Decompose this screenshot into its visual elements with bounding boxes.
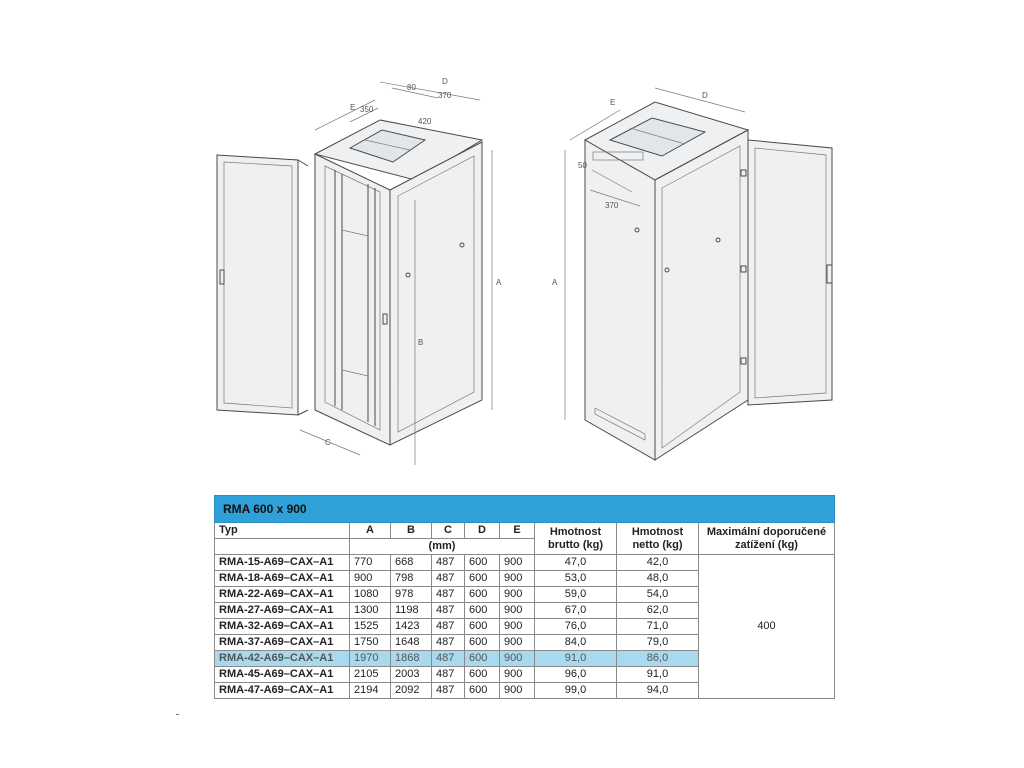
cell-d: 600 bbox=[465, 651, 500, 667]
right-dim-370: 370 bbox=[605, 201, 619, 210]
cell-netto: 94,0 bbox=[617, 683, 699, 699]
cell-c: 487 bbox=[432, 651, 465, 667]
header-c: C bbox=[432, 523, 465, 539]
cell-a: 2105 bbox=[350, 667, 391, 683]
cell-netto: 86,0 bbox=[617, 651, 699, 667]
cell-d: 600 bbox=[465, 587, 500, 603]
cell-c: 487 bbox=[432, 667, 465, 683]
cell-typ: RMA-45-A69–CAX–A1 bbox=[215, 667, 350, 683]
cell-a: 900 bbox=[350, 571, 391, 587]
cell-d: 600 bbox=[465, 555, 500, 571]
table-row bbox=[215, 555, 835, 571]
header-unit-mm: (mm) bbox=[350, 539, 535, 555]
header-a: A bbox=[350, 523, 391, 539]
cell-brutto: 47,0 bbox=[535, 555, 617, 571]
header-brutto bbox=[535, 523, 617, 555]
stray-mark bbox=[176, 714, 179, 715]
cell-typ: RMA-37-A69–CAX–A1 bbox=[215, 635, 350, 651]
cell-a: 1300 bbox=[350, 603, 391, 619]
cell-c: 487 bbox=[432, 587, 465, 603]
left-dim-370: 370 bbox=[438, 91, 452, 100]
cell-brutto: 76,0 bbox=[535, 619, 617, 635]
left-dim-B: B bbox=[418, 338, 424, 347]
cell-a: 770 bbox=[350, 555, 391, 571]
cell-b: 978 bbox=[391, 587, 432, 603]
cell-a: 2194 bbox=[350, 683, 391, 699]
cell-d: 600 bbox=[465, 683, 500, 699]
cell-c: 487 bbox=[432, 635, 465, 651]
cell-brutto: 99,0 bbox=[535, 683, 617, 699]
cell-b: 2092 bbox=[391, 683, 432, 699]
cell-d: 600 bbox=[465, 571, 500, 587]
cell-netto: 48,0 bbox=[617, 571, 699, 587]
cell-e: 900 bbox=[500, 619, 535, 635]
cell-typ: RMA-15-A69–CAX–A1 bbox=[215, 555, 350, 571]
table-body bbox=[215, 555, 835, 699]
left-dim-A: A bbox=[496, 278, 502, 287]
cell-brutto: 53,0 bbox=[535, 571, 617, 587]
left-cabinet-drawing bbox=[217, 77, 502, 465]
left-dim-C: C bbox=[325, 438, 331, 447]
table-title: RMA 600 x 900 bbox=[215, 496, 835, 523]
cell-typ: RMA-27-A69–CAX–A1 bbox=[215, 603, 350, 619]
cell-typ: RMA-18-A69–CAX–A1 bbox=[215, 571, 350, 587]
cell-brutto: 84,0 bbox=[535, 635, 617, 651]
left-dim-420: 420 bbox=[418, 117, 432, 126]
cell-d: 600 bbox=[465, 635, 500, 651]
cell-d: 600 bbox=[465, 603, 500, 619]
cell-max-load: 400 bbox=[699, 555, 835, 699]
cell-typ: RMA-22-A69–CAX–A1 bbox=[215, 587, 350, 603]
cell-brutto: 96,0 bbox=[535, 667, 617, 683]
cell-a: 1080 bbox=[350, 587, 391, 603]
cell-a: 1750 bbox=[350, 635, 391, 651]
header-typ-blank bbox=[215, 539, 350, 555]
header-load-line2: zatížení (kg) bbox=[735, 538, 798, 551]
header-netto bbox=[617, 523, 699, 555]
header-netto-line1: Hmotnost bbox=[631, 525, 684, 538]
cell-typ: RMA-42-A69–CAX–A1 bbox=[215, 651, 350, 667]
left-dim-E: E bbox=[350, 103, 356, 112]
cell-a: 1970 bbox=[350, 651, 391, 667]
cell-typ: RMA-32-A69–CAX–A1 bbox=[215, 619, 350, 635]
cell-e: 900 bbox=[500, 683, 535, 699]
cabinet-technical-drawing bbox=[200, 70, 860, 470]
left-dim-350: 350 bbox=[360, 105, 374, 114]
right-cabinet-drawing bbox=[552, 88, 832, 460]
cell-netto: 42,0 bbox=[617, 555, 699, 571]
cell-d: 600 bbox=[465, 619, 500, 635]
cell-netto: 54,0 bbox=[617, 587, 699, 603]
cell-e: 900 bbox=[500, 667, 535, 683]
cell-netto: 91,0 bbox=[617, 667, 699, 683]
cell-netto: 79,0 bbox=[617, 635, 699, 651]
header-max-load bbox=[699, 523, 835, 555]
cell-a: 1525 bbox=[350, 619, 391, 635]
cell-e: 900 bbox=[500, 555, 535, 571]
header-brutto-line2: brutto (kg) bbox=[548, 538, 603, 551]
cell-e: 900 bbox=[500, 635, 535, 651]
header-e: E bbox=[500, 523, 535, 539]
cell-typ: RMA-47-A69–CAX–A1 bbox=[215, 683, 350, 699]
cell-c: 487 bbox=[432, 683, 465, 699]
cell-brutto: 67,0 bbox=[535, 603, 617, 619]
cell-b: 1198 bbox=[391, 603, 432, 619]
cell-brutto: 91,0 bbox=[535, 651, 617, 667]
header-typ: Typ bbox=[215, 523, 350, 539]
cell-netto: 62,0 bbox=[617, 603, 699, 619]
cell-d: 600 bbox=[465, 667, 500, 683]
header-d: D bbox=[465, 523, 500, 539]
spec-table bbox=[214, 495, 835, 699]
cell-e: 900 bbox=[500, 651, 535, 667]
cell-e: 900 bbox=[500, 587, 535, 603]
cell-b: 2003 bbox=[391, 667, 432, 683]
right-dim-A: A bbox=[552, 278, 558, 287]
cell-b: 1648 bbox=[391, 635, 432, 651]
cell-netto: 71,0 bbox=[617, 619, 699, 635]
left-dim-80: 80 bbox=[407, 83, 416, 92]
header-brutto-line1: Hmotnost bbox=[549, 525, 602, 538]
cell-b: 798 bbox=[391, 571, 432, 587]
cell-brutto: 59,0 bbox=[535, 587, 617, 603]
right-dim-D: D bbox=[702, 91, 708, 100]
cell-b: 1423 bbox=[391, 619, 432, 635]
header-netto-line2: netto (kg) bbox=[632, 538, 683, 551]
cell-b: 668 bbox=[391, 555, 432, 571]
left-dim-D: D bbox=[442, 77, 448, 86]
cell-c: 487 bbox=[432, 603, 465, 619]
header-b: B bbox=[391, 523, 432, 539]
cell-c: 487 bbox=[432, 571, 465, 587]
cell-e: 900 bbox=[500, 603, 535, 619]
right-dim-E: E bbox=[610, 98, 616, 107]
cell-b: 1868 bbox=[391, 651, 432, 667]
cell-e: 900 bbox=[500, 571, 535, 587]
cell-c: 487 bbox=[432, 555, 465, 571]
header-load-line1: Maximální doporučené bbox=[706, 525, 827, 538]
right-dim-50: 50 bbox=[578, 161, 587, 170]
cell-c: 487 bbox=[432, 619, 465, 635]
